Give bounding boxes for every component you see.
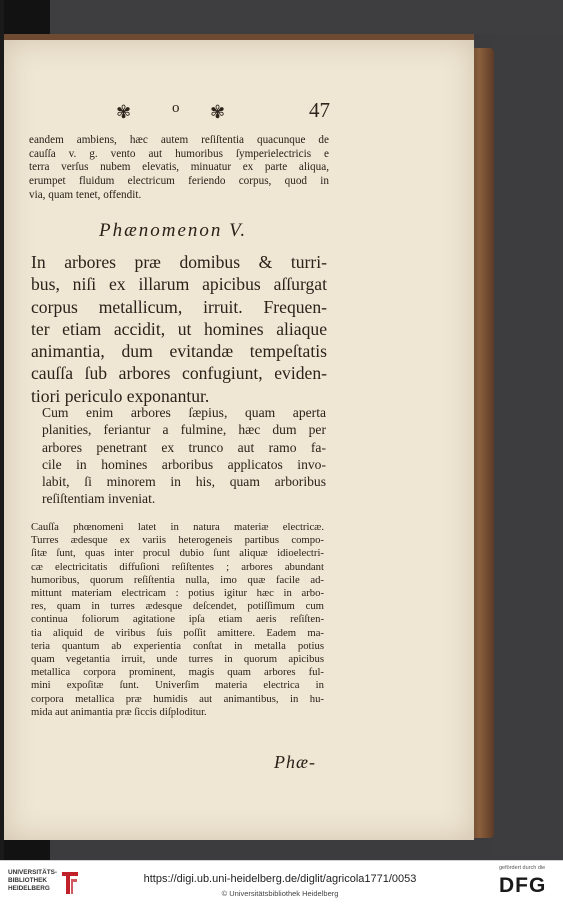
text-line: arbores penetrant ex trunco aut ramo fa-	[42, 439, 326, 455]
book-page	[4, 34, 474, 840]
university-library-logo[interactable]	[8, 868, 76, 898]
catchword: Phæ-	[274, 752, 316, 772]
dfg-logo[interactable]	[499, 865, 555, 901]
book-top-area	[50, 0, 563, 34]
text-line: via, quam tenet, offendit.	[29, 188, 142, 201]
text-line: eandem ambiens, hæc autem reſiſtentia quacunque de	[29, 134, 329, 146]
copyright-notice: © Universitätsbibliothek Heidelberg	[221, 889, 339, 898]
page-edge-shadow	[0, 0, 4, 860]
text-line: res, quam in turres ædesque deſcendet, potiſſimum cum	[31, 600, 324, 613]
text-line: mini expoſitæ ſunt. Univerſim materia electrica in	[31, 679, 324, 692]
text-line: reſiſtentiam inveniat.	[42, 491, 156, 507]
text-line: labit, ſi minorem in his, quam arboribus	[42, 474, 326, 490]
text-line: bus, niſi ex illarum apicibus aſſurgat	[31, 274, 327, 295]
text-line: mida aut animantia præ ſiccis diſploditur.	[31, 705, 207, 718]
text-line: tiori periculo exponantur.	[31, 385, 210, 406]
text-line: mittunt materiam electricam : potius igitur hæc in arbo-	[31, 587, 324, 600]
text-line: cauſſa ſub arbores confugiunt, eviden-	[31, 363, 327, 384]
text-line: Cum enim arbores ſæpius, quam aperta	[42, 405, 326, 420]
text-line: humoribus, quorum reſiſtentia nulla, imo quæ facile ad-	[31, 573, 324, 586]
background-right	[494, 34, 563, 860]
ornament-right-icon: ✾	[210, 102, 227, 122]
text-line: erumpet fluidum electricum feriendo corpus, quod in	[29, 175, 329, 188]
text-line: Cauſſa phœnomeni latet in natura materiæ electricæ.	[31, 521, 324, 533]
ornament-mid-icon: o	[172, 100, 180, 116]
text-line: corpora metallica præ humidis aut animantibus, in hu-	[31, 692, 324, 705]
text-line: metallica corpora prominent, magis quam arbores ful-	[31, 666, 324, 679]
text-line: In arbores præ domibus & turri-	[31, 252, 327, 272]
text-line: cæ electricitatis diffuſioni reſiſtentes ; arbores abundant	[31, 560, 324, 573]
text-line: cile in homines arboribus applicatos invo-	[42, 456, 326, 472]
text-line: quam vegetantia irruit, unde turres in quorum apicibus	[31, 653, 324, 666]
permalink-url[interactable]: https://digi.ub.uni-heidelberg.de/diglit/agricola1771/0053	[143, 873, 417, 885]
library-emblem-icon	[60, 870, 80, 896]
dfg-funding-text: gefördert durch die	[499, 865, 546, 871]
text-line: teria quantum ab experientia conſtat in metalla potius	[31, 639, 324, 652]
ornament-left-icon: ✾	[116, 102, 133, 122]
page-header	[116, 100, 330, 126]
cause-paragraph	[31, 521, 324, 719]
dfg-wordmark: DFG	[499, 874, 547, 897]
text-line: ter etiam accidit, ut homines aliaque	[31, 318, 327, 339]
paragraph-continuation	[29, 134, 329, 203]
text-line: planities, feriantur a fulmine, hæc dum per	[42, 422, 326, 438]
library-name: UNIVERSITÄTS- BIBLIOTHEK HEIDELBERG	[8, 869, 57, 892]
phenomenon-statement	[31, 251, 327, 407]
text-line: continua foliorum agitatione ipſa etiam aeris reſiſten-	[31, 613, 324, 626]
text-line: animantia, dum evitandæ tempeſtatis	[31, 341, 327, 362]
text-line: cauſſa v. g. vento aut humoribus ſymperielectricis e	[29, 147, 329, 160]
explanation-paragraph	[42, 404, 326, 508]
text-line: Turres ædesque ex variis heterogeneis partibus compo-	[31, 534, 324, 547]
section-heading: Phænomenon V.	[99, 220, 248, 241]
page-number: 47	[309, 98, 330, 122]
text-line: corpus metallicum, irruit. Frequen-	[31, 296, 327, 317]
text-line: ſitæ ſunt, quas inter procul dubio ſunt aliquæ idioelectri-	[31, 547, 324, 560]
text-line: tia aliquid de viribus ſuis poſſit amittere. Eadem ma-	[31, 626, 324, 639]
text-line: terra verſus nubem elevatis, minuatur ex parte aliqua,	[29, 161, 329, 174]
footer-bar	[0, 860, 563, 904]
